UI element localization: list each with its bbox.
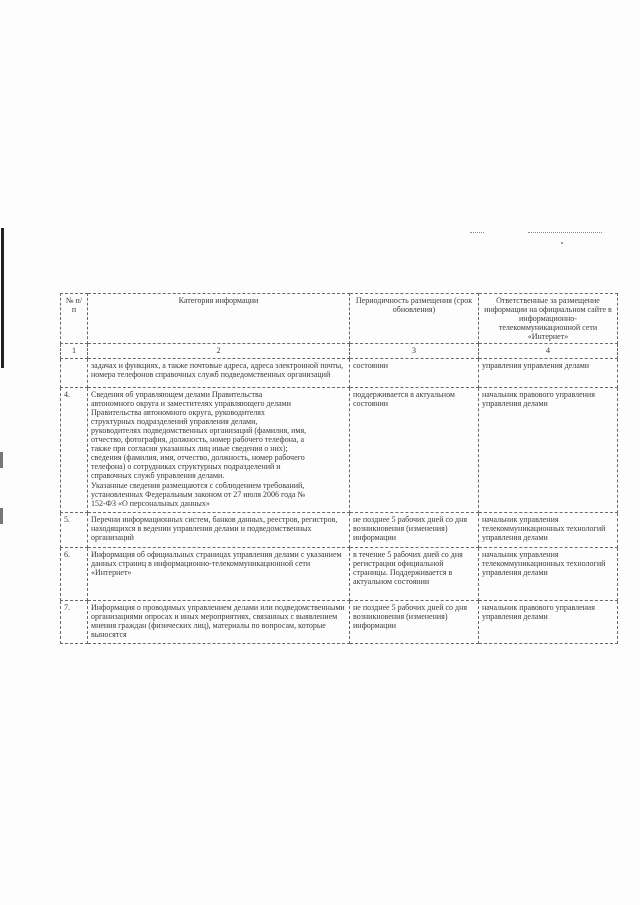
row-responsible: управления управления делами [479, 358, 618, 387]
header-responsible: Ответственные за размещение информации на официальном сайте в информационно-телекоммуникационной сети «Интернет» [479, 294, 618, 344]
column-number-row [61, 344, 618, 358]
table-row [61, 358, 618, 387]
table-header-row [61, 294, 618, 344]
row-responsible: начальник правового управления управления делами [479, 600, 618, 643]
row-category: Информация о проводимых управлением делами или подведомственными организациями опросах и иных мероприятиях, связанных с выявлением мнения граждан (физических лиц), материалы по вопросам, которые выносятся [88, 600, 350, 643]
table-row [61, 387, 618, 512]
row-category: задачах и функциях, а также почтовые адреса, адреса электронной почты, номера телефонов справочных служб подведомственных организаций [88, 358, 350, 387]
category-line: Сведения об управляющем делами Правительства [91, 389, 263, 399]
information-table [60, 293, 618, 644]
table-row [61, 600, 618, 643]
category-line: структурных подразделений управления делами, [91, 416, 258, 426]
row-responsible: начальник правового управления управления делами [479, 387, 618, 512]
category-line: также при согласии указанных лиц иные сведения о них); [91, 444, 288, 454]
row-period: не позднее 5 рабочих дней со дня возникновения (изменения) информации [350, 512, 479, 547]
category-line: телефона) о сотрудниках структурных подразделений и [91, 462, 281, 472]
row-responsible: начальник управления телекоммуникационных технологий управления делами [479, 547, 618, 600]
column-number: 2 [88, 344, 350, 358]
scan-edge-mark [0, 452, 3, 468]
category-line: справочных служб управления делами. [91, 471, 225, 481]
scan-edge-mark [0, 508, 3, 524]
row-num: 4. [61, 387, 88, 512]
row-responsible: начальник управления телекоммуникационных технологий управления делами [479, 512, 618, 547]
row-category: Перечни информационных систем, банков данных, реестров, регистров, находящихся в ведении управления делами и подведомственных организаций [88, 512, 350, 547]
column-number: 4 [479, 344, 618, 358]
header-period: Периодичность размещения (срок обновления) [350, 294, 479, 344]
category-line: руководителях подведомственных организаций (фамилия, имя, [91, 425, 307, 435]
category-line: отчество, фотография, должность, номер рабочего телефона, а [91, 435, 305, 445]
row-period: в течение 5 рабочих дней со дня регистрации официальной страницы. Поддерживается в актуальном состоянии [350, 547, 479, 600]
category-line: сведения (фамилия, имя, отчество, должность, номер рабочего [91, 453, 305, 463]
scan-artifact [470, 232, 484, 233]
row-period: не позднее 5 рабочих дней со дня возникновения (изменения) информации [350, 600, 479, 643]
category-line: Правительства автономного округа, руководителях [91, 407, 265, 417]
scan-artifact [528, 232, 602, 233]
row-period: состоянии [350, 358, 479, 387]
header-num: № п/п [61, 294, 88, 344]
row-category: Информация об официальных страницах управления делами с указанием данных страниц в информационно-телекоммуникационной сети «Интернет» [88, 547, 350, 600]
column-number: 1 [61, 344, 88, 358]
row-num [61, 358, 88, 387]
row-category [88, 387, 350, 512]
category-line: 152-ФЗ «О персональных данных» [91, 498, 210, 508]
row-num: 6. [61, 547, 88, 600]
table-row [61, 512, 618, 547]
row-num: 7. [61, 600, 88, 643]
scan-artifact [561, 242, 563, 244]
header-category: Категория информации [88, 294, 350, 344]
table-row [61, 547, 618, 600]
column-number: 3 [350, 344, 479, 358]
scan-edge-bar [1, 228, 4, 368]
row-num: 5. [61, 512, 88, 547]
category-line: установленных Федеральным законом от 27 июля 2006 года № [91, 489, 306, 499]
category-line: автономного округа и заместителях управляющего делами [91, 398, 291, 408]
category-line: Указанные сведения размещаются с соблюдением требований, [91, 480, 305, 490]
row-period: поддерживается в актуальном состоянии [350, 387, 479, 512]
